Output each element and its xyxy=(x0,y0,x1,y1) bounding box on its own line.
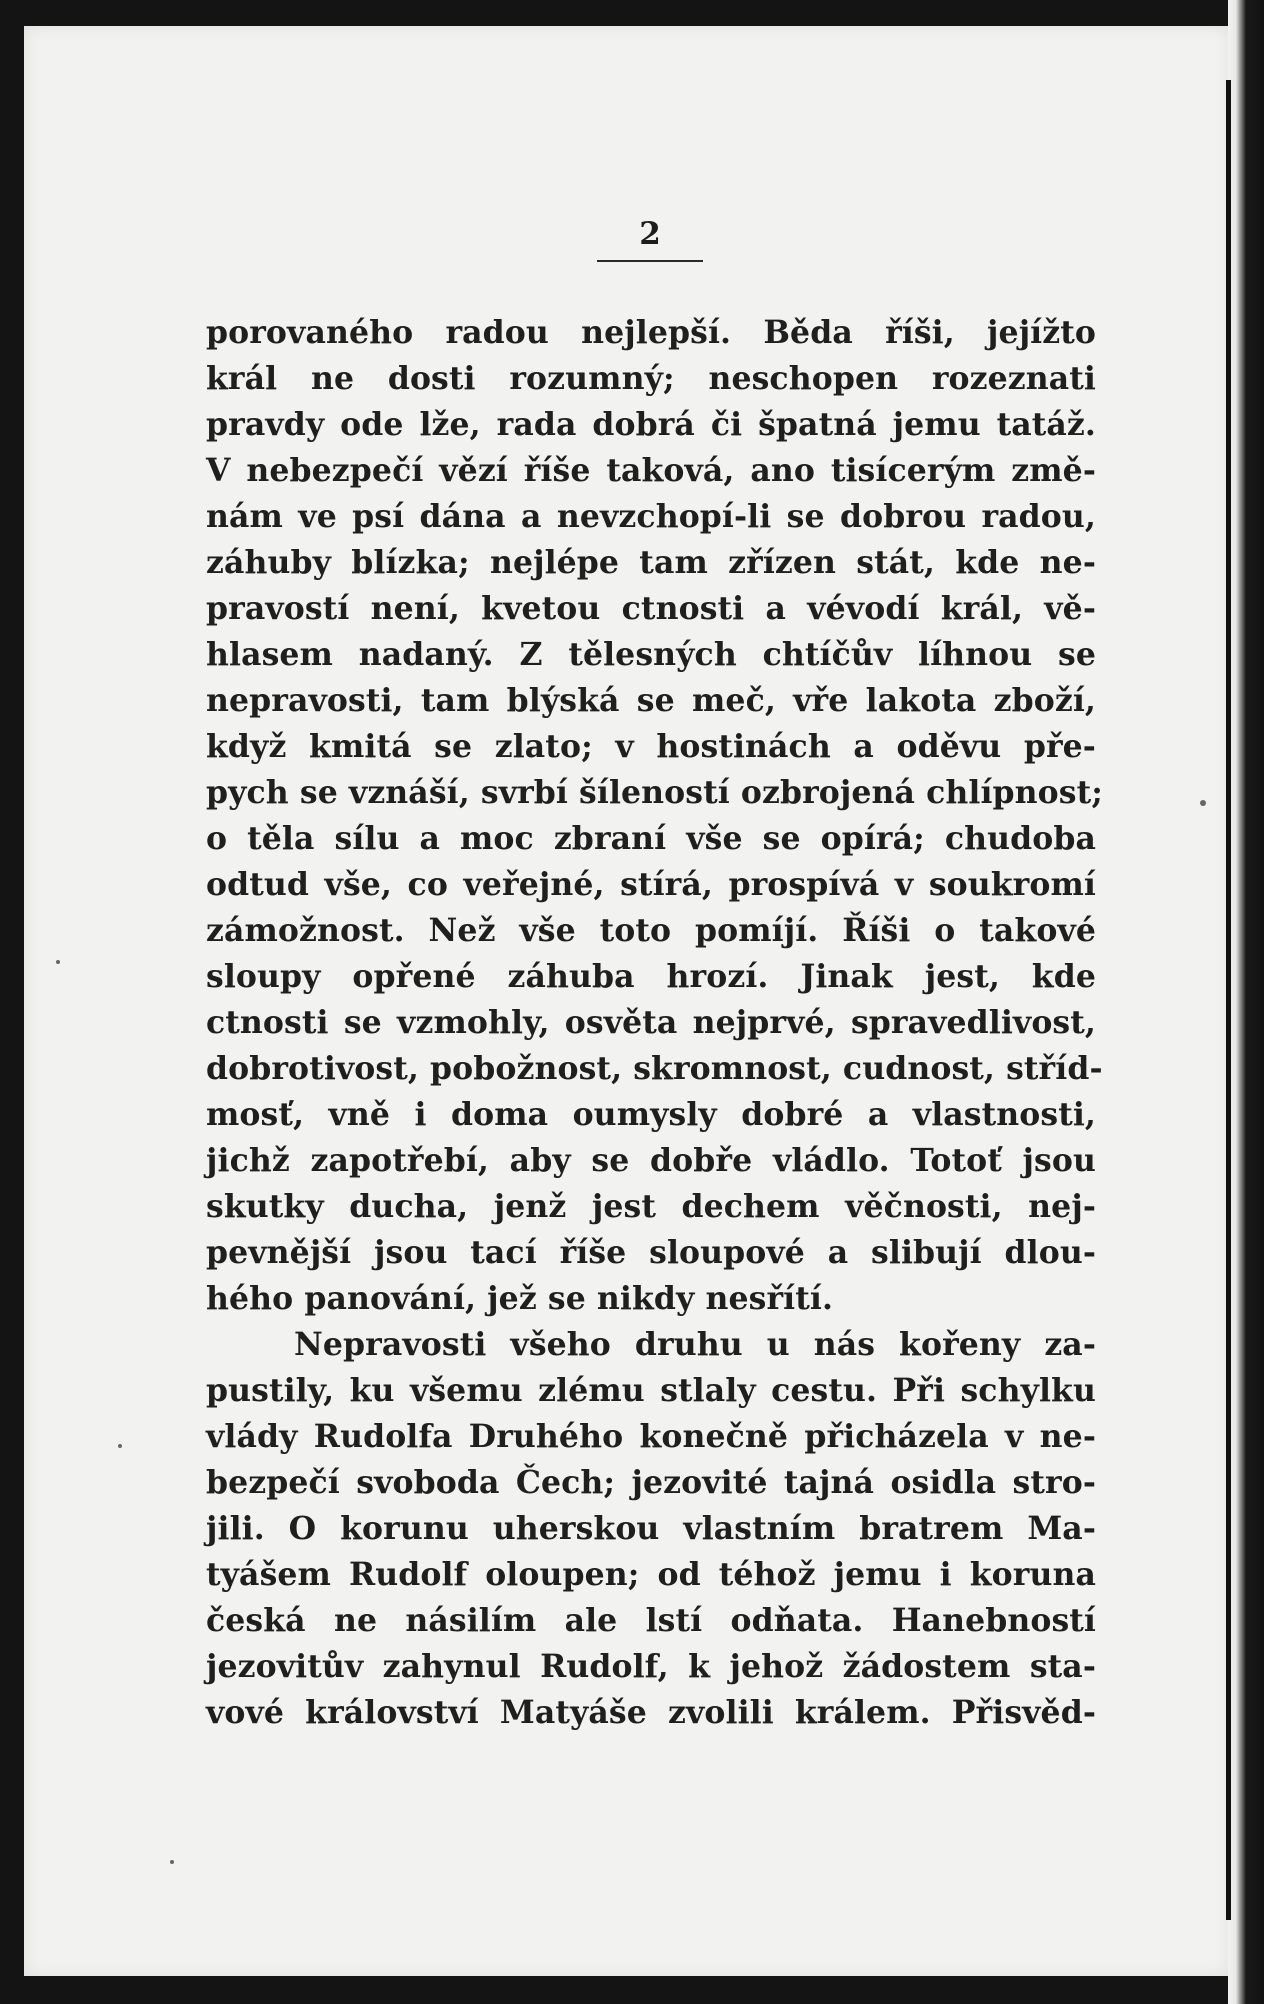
page-header xyxy=(590,214,710,262)
paragraph-start-line: Nepravosti všeho druhu u nás kořeny za- xyxy=(294,1326,1096,1363)
text-line: tyášem Rudolf oloupen; od téhož jemu i koruna xyxy=(206,1556,1096,1593)
text-line: zámožnost. Než vše toto pomíjí. Říši o takové xyxy=(206,912,1096,949)
paper-speck xyxy=(170,1860,174,1864)
text-line: záhuby blízka; nejlépe tam zřízen stát, kde ne- xyxy=(206,544,1096,581)
paper-speck xyxy=(1200,800,1206,806)
text-line: pravostí není, kvetou ctnosti a vévodí král, vě- xyxy=(206,590,1096,627)
text-line: hlasem nadaný. Z tělesných chtíčův líhnou se xyxy=(206,636,1096,673)
text-line: nám ve psí dána a nevzchopí-li se dobrou radou, xyxy=(206,498,1096,535)
text-line: pych se vznáší, svrbí šíleností ozbrojená chlípnost; xyxy=(206,774,1103,811)
text-line: nepravosti, tam blýská se meč, vře lakota zboží, xyxy=(206,682,1096,719)
body-text xyxy=(206,310,1103,1736)
paper-speck xyxy=(56,960,60,964)
page-number: 2 xyxy=(639,216,661,252)
page-number-rule xyxy=(597,260,703,262)
binding-shadow xyxy=(1226,80,1231,1920)
binding-edge xyxy=(1228,0,1264,2004)
text-line: mosť, vně i doma oumysly dobré a vlastnosti, xyxy=(206,1096,1096,1133)
text-line: pustily, ku všemu zlému stlaly cestu. Při schylku xyxy=(206,1372,1096,1409)
paragraph-end-line: hého panování, jež se nikdy nesřítí. xyxy=(206,1280,834,1317)
text-line: pevnější jsou tací říše sloupové a slibují dlou- xyxy=(206,1234,1096,1271)
text-line: pravdy ode lže, rada dobrá či špatná jemu tatáž. xyxy=(206,406,1096,443)
text-line: ctnosti se vzmohly, osvěta nejprvé, spravedlivost, xyxy=(206,1004,1096,1041)
text-line: skutky ducha, jenž jest dechem věčnosti, nej- xyxy=(206,1188,1096,1225)
text-line: vlády Rudolfa Druhého konečně přicházela v ne- xyxy=(206,1418,1096,1455)
text-line: porovaného radou nejlepší. Běda říši, jejížto xyxy=(206,314,1096,351)
text-line: jezovitův zahynul Rudolf, k jehož žádostem sta- xyxy=(206,1648,1096,1685)
text-line: o těla sílu a moc zbraní vše se opírá; chudoba xyxy=(206,820,1096,857)
text-line: česká ne násilím ale lstí odňata. Hanebností xyxy=(206,1602,1096,1639)
paper-speck xyxy=(118,1444,122,1448)
text-line: vové království Matyáše zvolili králem. Přisvěd- xyxy=(206,1694,1096,1731)
text-line: král ne dosti rozumný; neschopen rozeznati xyxy=(206,360,1096,397)
text-line: jichž zapotřebí, aby se dobře vládlo. Totoť jsou xyxy=(206,1142,1096,1179)
text-line: jili. O korunu uherskou vlastním bratrem Ma- xyxy=(206,1510,1096,1547)
text-line: V nebezpečí vězí říše taková, ano tisícerým změ- xyxy=(206,452,1096,489)
text-line: když kmitá se zlato; v hostinách a oděvu pře- xyxy=(206,728,1096,765)
text-line: sloupy opřené záhuba hrozí. Jinak jest, kde xyxy=(206,958,1096,995)
text-line: odtud vše, co veřejné, stírá, prospívá v soukromí xyxy=(206,866,1096,903)
text-line: bezpečí svoboda Čech; jezovité tajná osidla stro- xyxy=(206,1464,1096,1501)
text-line: dobrotivost, pobožnost, skromnost, cudnost, stříd- xyxy=(206,1050,1103,1087)
